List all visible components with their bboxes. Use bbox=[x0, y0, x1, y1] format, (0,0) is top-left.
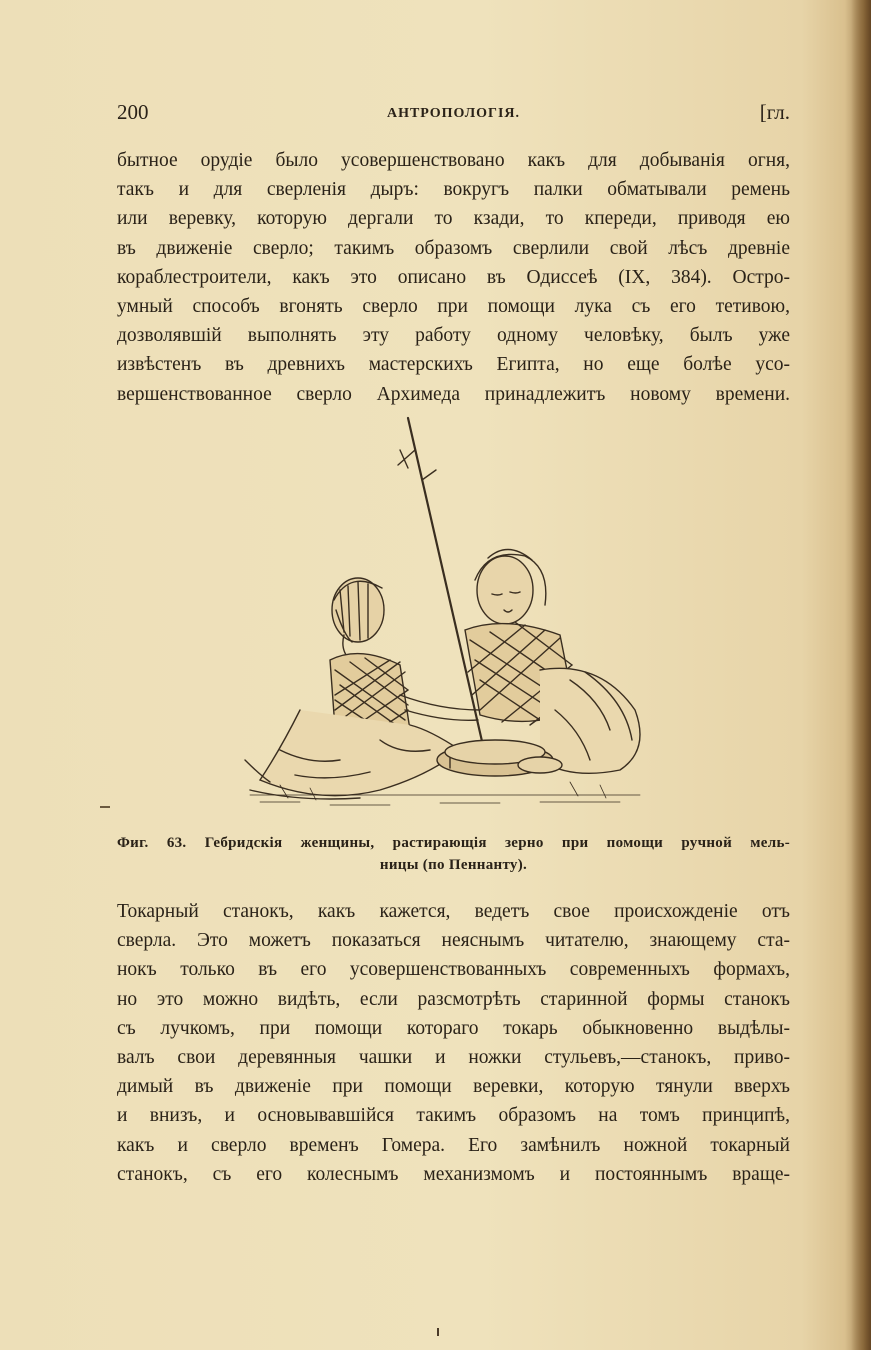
text-line: валъ свои деревянныя чашки и ножки стульевъ,—станокъ, приво- bbox=[117, 1047, 790, 1069]
text-line: но это можно видѣть, если разсмотрѣть старинной формы станокъ bbox=[117, 988, 790, 1010]
text-line: умный способъ вгонять сверло при помощи лука съ его тетивою, bbox=[117, 296, 790, 318]
page-edge-shadow bbox=[851, 0, 871, 1350]
text-line: кораблестроители, какъ это описано въ Одиссеѣ (IX, 384). Остро- bbox=[117, 266, 790, 288]
caption-line: ницы (по Пеннанту). bbox=[379, 857, 528, 873]
engraving-hebridean-women-quern-icon bbox=[240, 410, 660, 820]
text-line: бытное орудіе было усовершенствовано какъ для добыванія огня, bbox=[117, 150, 790, 171]
margin-mark bbox=[100, 806, 110, 808]
page-number: 200 bbox=[117, 100, 149, 124]
text-line: и внизъ, и основывавшійся такимъ образомъ на томъ принципѣ, bbox=[117, 1105, 790, 1127]
text-line: съ лучкомъ, при помощи котораго токарь обыкновенно выдѣлы- bbox=[117, 1017, 790, 1039]
page-header bbox=[117, 100, 790, 130]
text-line: извѣстенъ въ древнихъ мастерскихъ Египта, но еще болѣе усо- bbox=[117, 354, 790, 376]
text-line: такъ и для сверленія дыръ: вокругъ палки обматывали ремень bbox=[117, 179, 790, 201]
text-line: сверла. Это можетъ показаться неяснымъ читателю, знающему ста- bbox=[117, 930, 790, 952]
paragraph-drilling bbox=[117, 146, 790, 409]
figure-63-illustration bbox=[240, 410, 660, 820]
text-line: димый въ движеніе при помощи веревки, которую тянули вверхъ bbox=[117, 1076, 790, 1098]
text-line: въ движеніе сверло; такимъ образомъ сверлили свой лѣсъ древніе bbox=[117, 237, 790, 259]
text-line: какъ и сверло временъ Гомера. Его замѣнилъ ножной токарный bbox=[117, 1134, 790, 1156]
text-line: дозволявшій выполнять эту работу одному человѣку, былъ уже bbox=[117, 325, 790, 347]
print-mark bbox=[437, 1328, 439, 1336]
running-title: АНТРОПОЛОГІЯ. bbox=[386, 106, 521, 121]
text-line: или веревку, которую дергали то кзади, то кпереди, приводя ею bbox=[117, 208, 790, 230]
text-line: станокъ, съ его колеснымъ механизмомъ и постояннымъ враще- bbox=[117, 1163, 790, 1185]
chapter-mark: [гл. bbox=[759, 100, 790, 124]
text-line: Токарный станокъ, какъ кажется, ведетъ свое происхожденіе отъ bbox=[117, 901, 790, 922]
text-line: вершенствованное сверло Архимеда принадлежитъ новому времени. bbox=[117, 383, 790, 405]
caption-line: Фиг. 63. Гебридскія женщины, растирающія зерно при помощи ручной мель- bbox=[117, 835, 790, 851]
paragraph-lathe bbox=[117, 897, 790, 1189]
text-line: нокъ только въ его усовершенствованныхъ современныхъ формахъ, bbox=[117, 959, 790, 981]
figure-caption bbox=[117, 832, 790, 876]
